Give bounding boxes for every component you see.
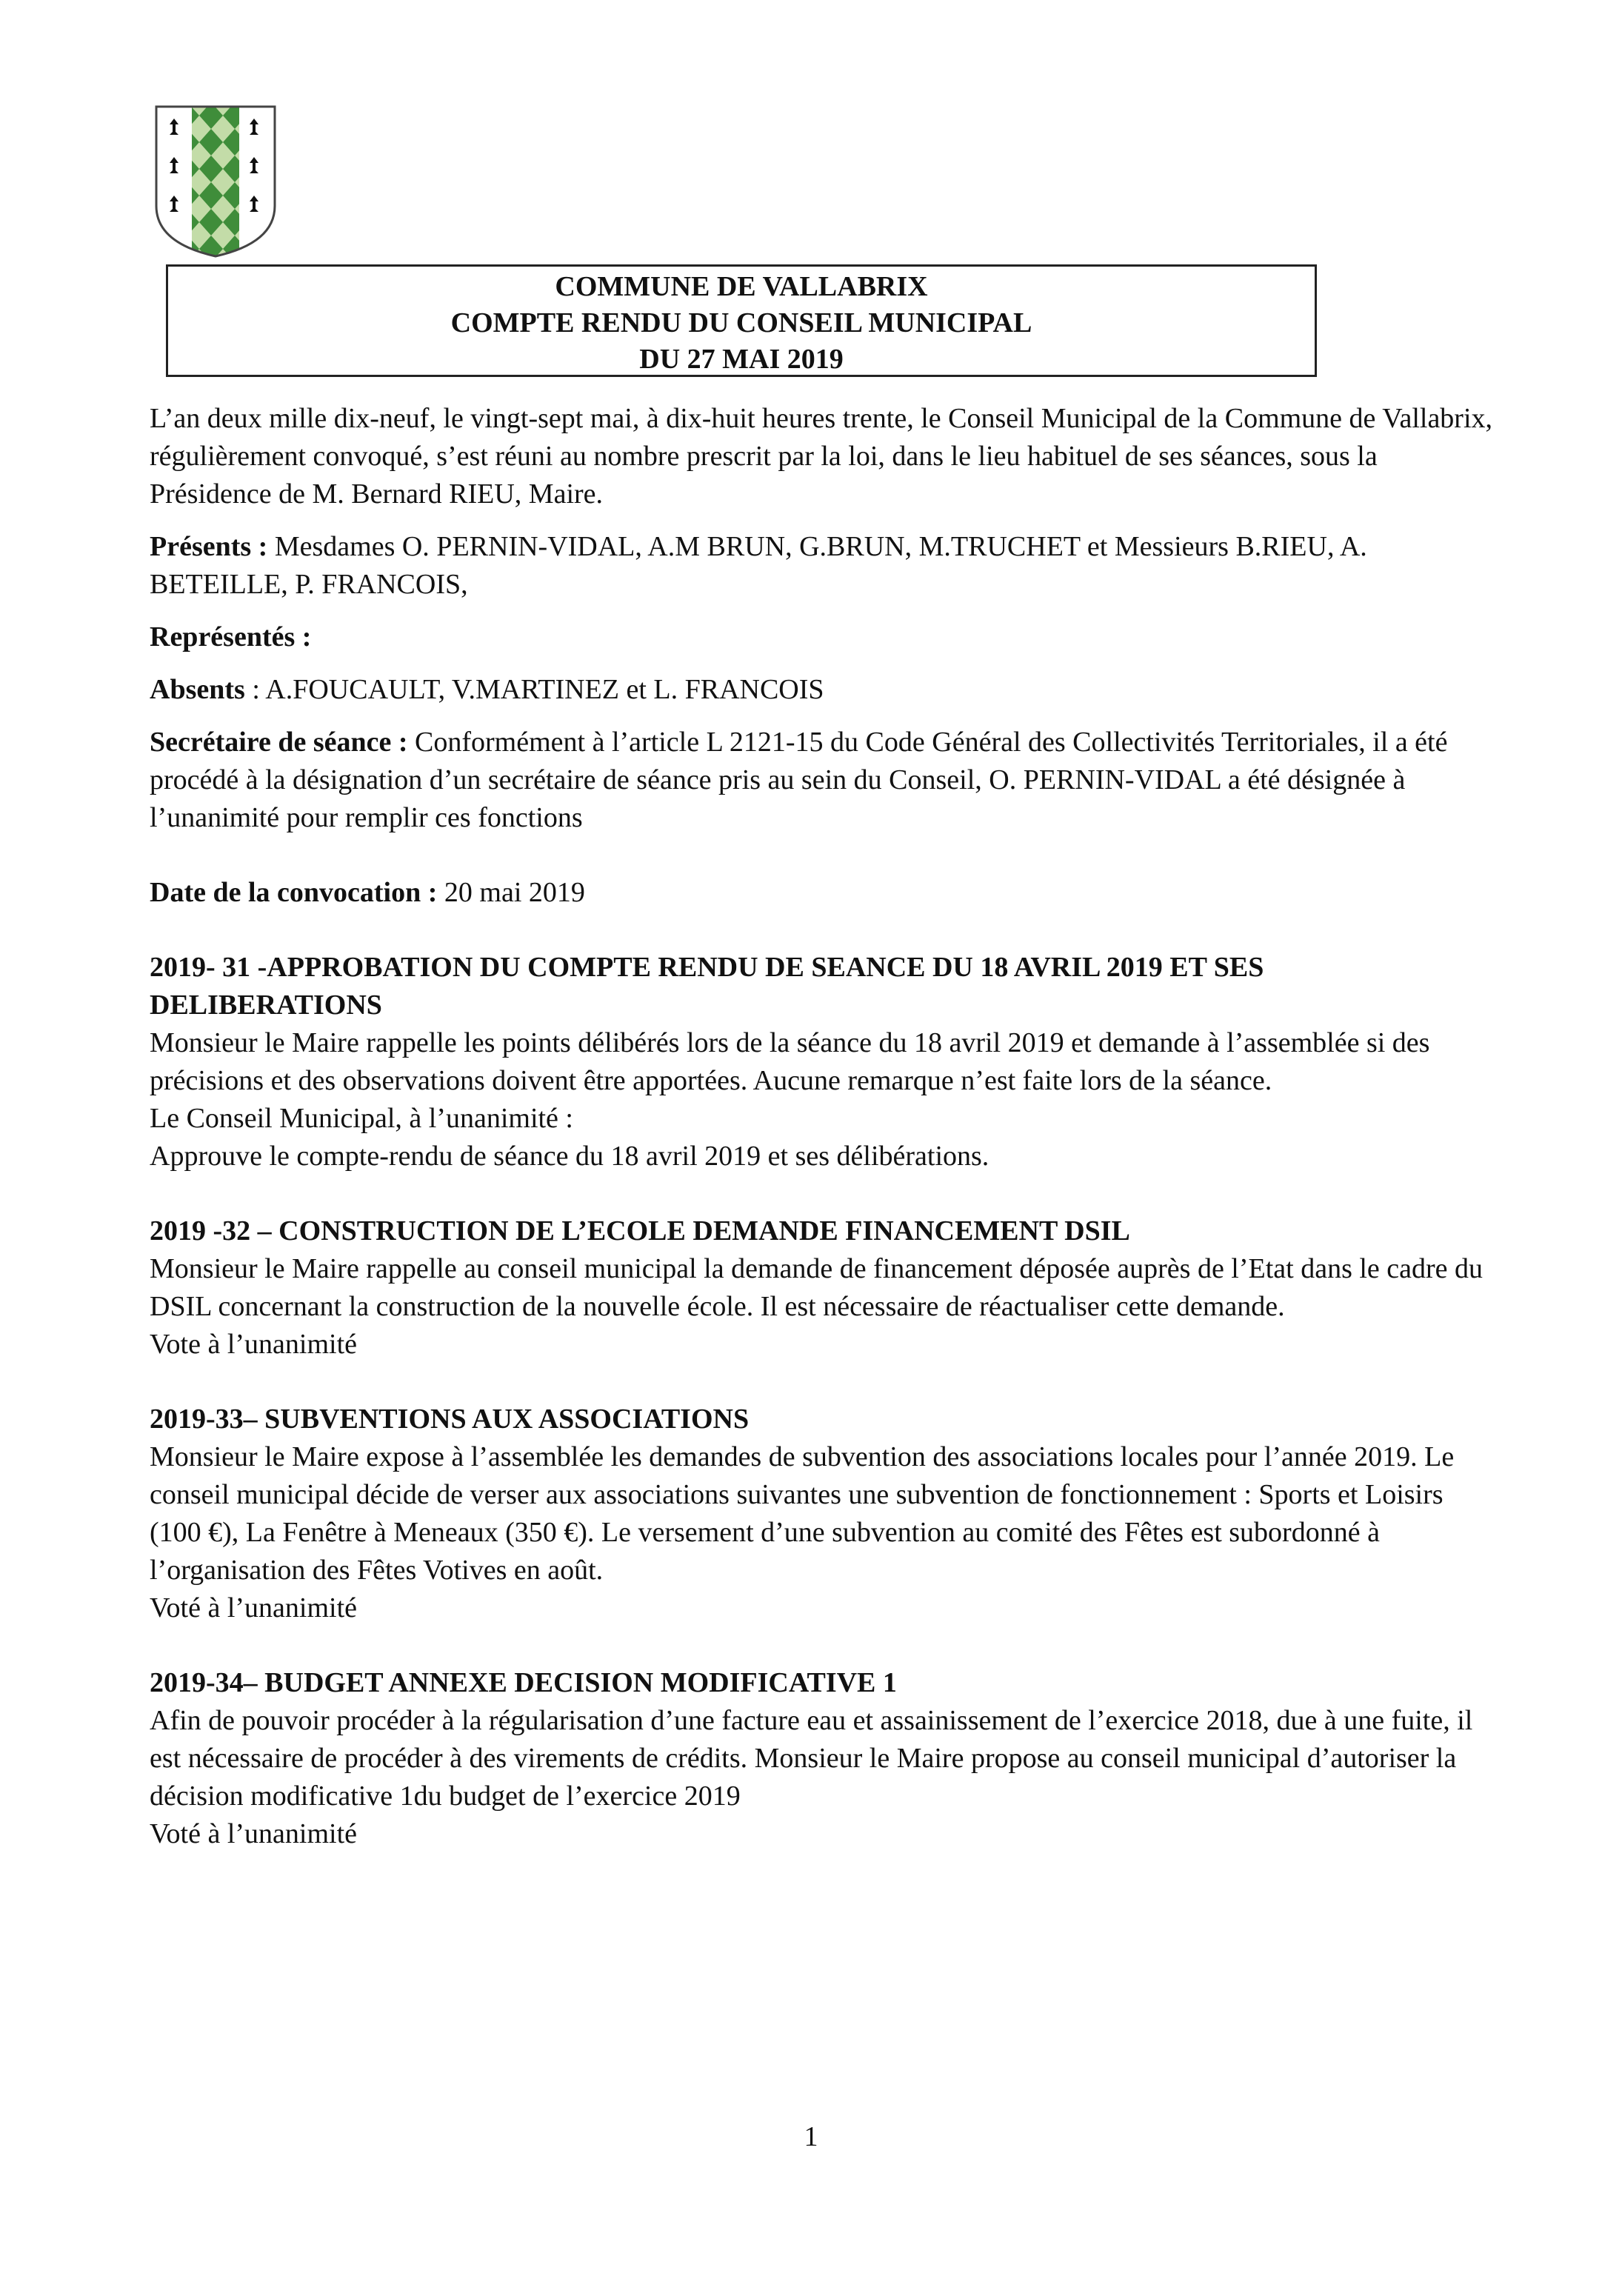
section-line: Vote à l’unanimité xyxy=(150,1329,358,1360)
section-heading: 2019 -32 – CONSTRUCTION DE L’ECOLE DEMANDE FINANCEMENT DSIL xyxy=(150,1215,1130,1247)
title-commune: COMMUNE DE VALLABRIX xyxy=(555,271,928,302)
intro-paragraph: L’an deux mille dix-neuf, le vingt-sept mai, à dix-huit heures trente, le Conseil Municipal de la Commune de Vallabrix, régulièrement convoqué, s’est réuni au nombre prescrit par la loi, dans le lieu habituel de ses séances, sous la Présidence de M. Bernard RIEU, Maire. xyxy=(150,403,1493,510)
presents-paragraph xyxy=(150,528,1498,604)
document-body xyxy=(150,400,1498,1890)
convocation-paragraph xyxy=(150,874,1498,912)
presents-text: Mesdames O. PERNIN-VIDAL, A.M BRUN, G.BRUN, M.TRUCHET et Messieurs B.RIEU, A. BETEILLE, P. FRANCOIS, xyxy=(150,531,1367,600)
municipal-crest-icon xyxy=(152,102,279,259)
section-line: Voté à l’unanimité xyxy=(150,1818,358,1849)
representes-paragraph xyxy=(150,618,1498,656)
absents-paragraph xyxy=(150,671,1498,709)
convocation-text: 20 mai 2019 xyxy=(437,877,585,908)
section-line: Le Conseil Municipal, à l’unanimité : xyxy=(150,1103,573,1134)
deliberation-section-31 xyxy=(150,949,1498,1175)
representes-label: Représentés : xyxy=(150,621,312,653)
deliberation-section-33 xyxy=(150,1401,1498,1627)
document-title-box xyxy=(166,264,1317,377)
secretaire-text: Conformément à l’article L 2121-15 du Code Général des Collectivités Territoriales, il a été procédé à la désignation d’un secrétaire de séance pris au sein du Conseil, O. PERNIN-VIDAL a été désignée à l’unanimité pour remplir ces fonctions xyxy=(150,727,1448,833)
absents-label: Absents xyxy=(150,674,245,705)
section-line: Monsieur le Maire rappelle les points délibérés lors de la séance du 18 avril 2019 et demande à l’assemblée si des précisions et des observations doivent être apportées. Aucune remarque n’est faite lors de la séance. xyxy=(150,1027,1430,1096)
section-heading: 2019-34– BUDGET ANNEXE DECISION MODIFICATIVE 1 xyxy=(150,1667,897,1698)
convocation-label: Date de la convocation : xyxy=(150,877,438,908)
deliberation-section-34 xyxy=(150,1664,1498,1853)
section-line: Voté à l’unanimité xyxy=(150,1592,358,1623)
page-number: 1 xyxy=(804,2121,818,2152)
section-line: Afin de pouvoir procéder à la régularisation d’une facture eau et assainissement de l’exercice 2018, due à une fuite, il est nécessaire de procéder à des virements de crédits. Monsieur le Maire propose au conseil municipal d’autoriser la décision modificative 1du budget de l’exercice 2019 xyxy=(150,1705,1473,1812)
presents-label: Présents : xyxy=(150,531,268,562)
section-line: Monsieur le Maire expose à l’assemblée les demandes de subvention des associations locales pour l’année 2019. Le conseil municipal décide de verser aux associations suivantes une subvention de fonctionnement : Sports et Loisirs (100 €), La Fenêtre à Meneaux (350 €). Le versement d’une subvention au comité des Fêtes est subordonné à l’organisation des Fêtes Votives en août. xyxy=(150,1441,1455,1586)
title-compte-rendu: COMPTE RENDU DU CONSEIL MUNICIPAL xyxy=(450,307,1032,338)
section-line: Approuve le compte-rendu de séance du 18 avril 2019 et ses délibérations. xyxy=(150,1141,989,1172)
section-line: Monsieur le Maire rappelle au conseil municipal la demande de financement déposée auprès de l’Etat dans le cadre du DSIL concernant la construction de la nouvelle école. Il est nécessaire de réactualiser cette demande. xyxy=(150,1253,1484,1322)
section-heading: 2019-33– SUBVENTIONS AUX ASSOCIATIONS xyxy=(150,1404,750,1435)
secretaire-paragraph xyxy=(150,724,1498,837)
title-date: DU 27 MAI 2019 xyxy=(639,344,844,375)
absents-text: : A.FOUCAULT, V.MARTINEZ et L. FRANCOIS xyxy=(244,674,824,705)
secretaire-label: Secrétaire de séance : xyxy=(150,727,408,758)
deliberation-section-32 xyxy=(150,1212,1498,1364)
section-heading: 2019- 31 -APPROBATION DU COMPTE RENDU DE SEANCE DU 18 AVRIL 2019 ET SES DELIBERATIONS xyxy=(150,952,1264,1021)
